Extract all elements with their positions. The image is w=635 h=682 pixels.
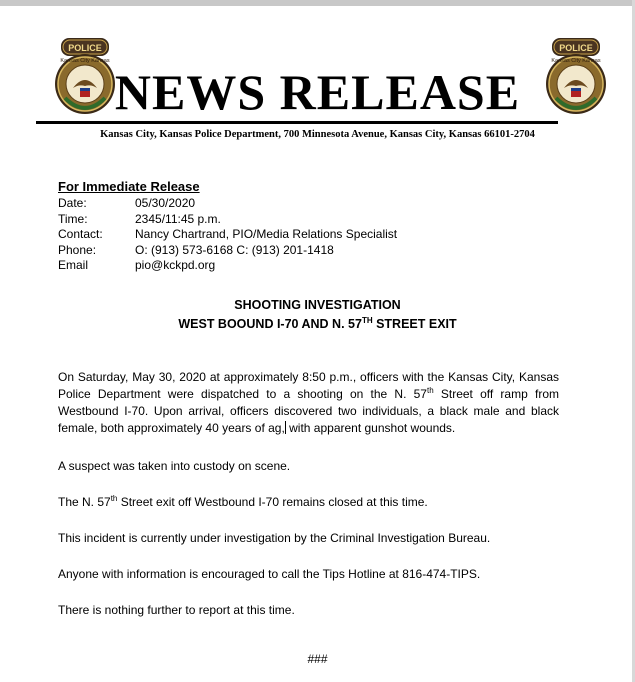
release-details — [58, 196, 397, 274]
paragraph-investigation: This incident is currently under investigation by the Criminal Investigation Bureau. — [58, 531, 491, 545]
paragraph-exit-closed: The N. 57th Street exit off Westbound I-70 remains closed at this time. — [58, 494, 428, 509]
svg-text:Kansas City Kansas: Kansas City Kansas — [60, 58, 110, 64]
paragraph-tips-hotline: Anyone with information is encouraged to call the Tips Hotline at 816-474-TIPS. — [58, 567, 481, 581]
email-value: pio@kckpd.org — [135, 258, 216, 272]
headline-line-1: SHOOTING INVESTIGATION — [234, 298, 401, 312]
headline-line-2: WEST BOOUND I-70 AND N. 57TH STREET EXIT — [178, 316, 457, 332]
contact-value: Nancy Chartrand, PIO/Media Relations Specialist — [135, 227, 398, 241]
header-rule — [36, 121, 558, 124]
time-label: Time: — [58, 211, 88, 226]
for-immediate-release-heading: For Immediate Release — [58, 179, 200, 194]
phone-value: O: (913) 573-6168 C: (913) 201-1418 — [135, 242, 334, 257]
date-row — [58, 196, 397, 212]
paragraph-incident-details: On Saturday, May 30, 2020 at approximately 8:50 p.m., officers with the Kansas City, Kansas Police Department were dispatched to a shooting on the N. 57th Street off ramp from Westbound I-70. Upon arrival, officers discovered two individuals, a black male and black female, both approximately 40 years of ag, with apparent gunshot wounds. — [58, 370, 559, 435]
paragraph-nothing-further: There is nothing further to report at this time. — [58, 603, 295, 617]
time-value: 2345/11:45 p.m. — [135, 211, 221, 226]
contact-row — [58, 227, 397, 243]
end-marker: ### — [307, 652, 328, 666]
svg-text:POLICE: POLICE — [559, 43, 593, 53]
svg-text:POLICE: POLICE — [68, 43, 102, 53]
contact-label: Contact: — [58, 227, 103, 241]
email-label: Email — [58, 258, 89, 272]
date-value: 05/30/2020 — [135, 196, 196, 210]
date-label: Date: — [58, 196, 87, 210]
department-address: Kansas City, Kansas Police Department, 700 Minnesota Avenue, Kansas City, Kansas 66101-2704 — [100, 129, 535, 140]
time-row — [58, 212, 397, 228]
paragraph-suspect: A suspect was taken into custody on scene. — [58, 459, 291, 473]
email-row — [58, 258, 397, 274]
phone-row — [58, 243, 397, 259]
svg-text:Kansas City Kansas: Kansas City Kansas — [551, 58, 601, 64]
news-release-title: NEWS RELEASE — [114, 64, 521, 120]
window-top-border — [0, 0, 635, 6]
phone-label: Phone: — [58, 242, 97, 257]
